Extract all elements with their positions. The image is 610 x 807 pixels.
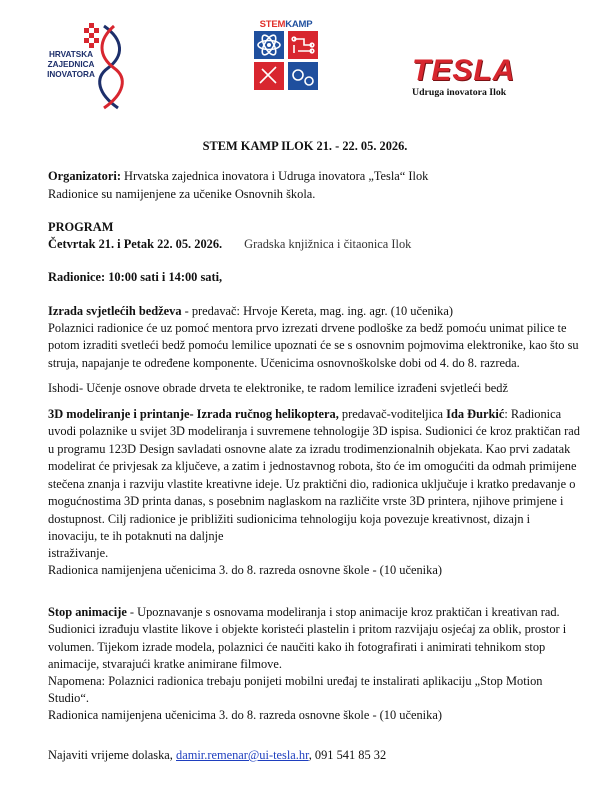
workshop-3-heading	[48, 604, 594, 621]
organizers-text: Hrvatska zajednica inovatora i Udruga inovatora „Tesla“ Ilok	[120, 169, 429, 183]
contact-email-link[interactable]: damir.remenar@ui-tesla.hr	[176, 748, 309, 762]
workshop-3-line: volumen. Tijekom izrade modela, polaznici će naučiti kako ih fotografirati i animirati tehnikom stop	[48, 640, 546, 654]
workshop-1-line: struja, napajanje te određene komponente. Učenicima osnovnoškolske dobi od 4. do 8. razreda.	[48, 356, 520, 370]
workshop-2-name: 3D modeliranje i printanje- Izrada ručnog helikoptera,	[48, 407, 339, 421]
workshop-3-note: Napomena: Polaznici radionica trebaju ponijeti mobilni uređaj te instalirati aplikaciju „Stop Motion	[48, 674, 543, 688]
workshop-3-line: Studio“.	[48, 691, 89, 705]
workshop-2-line: mogućnostima 3D printa danas, s posebnim naglaskom na različite vrste 3D printera, njihove primjene i	[48, 494, 564, 508]
hzi-logo-text	[42, 50, 100, 80]
workshop-2-line: modelirat će privjesak za ključeve, a zatim i jednostavnog robota, što će im omogućiti da odmah primijene	[48, 459, 577, 473]
stem-word: STEM	[259, 19, 286, 30]
hzi-logo	[42, 22, 142, 112]
workshop-1-name: Izrada svjetlećih bedževa	[48, 304, 182, 318]
program-dates-line	[48, 236, 594, 253]
audience-line: Radionice su namijenjene za učenike Osnovnih škola.	[48, 187, 316, 201]
tesla-logo-subtitle: Udruga inovatora Ilok	[412, 87, 507, 98]
hzi-line-2: ZAJEDNICA	[47, 60, 95, 69]
tesla-logo-word: TESLA	[412, 54, 516, 87]
workshop-2-after-leader: : Radionica	[504, 407, 562, 421]
organizers-line	[48, 168, 594, 185]
workshop-2-line: u programu 123D Design savladati osnovne alate za izradu trodimenzionalnih objekata. Kao prvi zadatak	[48, 442, 571, 456]
workshop-2-line: dostupnost. Cilj radionice je približiti sudionicima tehnologiju koja povezuje kreativnost, dizajn i	[48, 512, 531, 526]
organizers-label: Organizatori:	[48, 169, 121, 183]
stem-kamp-logo	[252, 16, 320, 92]
contact-line	[48, 747, 594, 764]
workshop-2-line: stečena znanja i razviju vlastite kreativne ideje. Uz praktični dio, radionica uključuje i kratko predavanje o	[48, 477, 576, 491]
kamp-word: KAMP	[285, 19, 313, 30]
tesla-logo	[410, 56, 530, 96]
workshop-2-lecturer-label: predavač-voditeljica	[338, 407, 447, 421]
document-title: STEM KAMP ILOK 21. - 22. 05. 2026.	[202, 139, 408, 153]
workshop-3-intro: - Upoznavanje s osnovama modeliranja i stop animacije kroz praktičan i kreativan rad.	[126, 605, 560, 619]
stem-kamp-grid-icon	[252, 29, 320, 91]
workshop-1-line: potom izraditi svetleći bedž pomoću lemilice upoznati će se s osnovnim pojmovima elektronike, kao što su	[48, 338, 579, 352]
contact-phone: , 091 541 85 32	[308, 748, 387, 762]
workshop-2-heading	[48, 406, 594, 423]
program-location: Gradska knjižnica i čitaonica Ilok	[244, 237, 412, 251]
workshop-3-audience: Radionica namijenjena učenicima 3. do 8. razreda osnovne škole - (10 učenika)	[48, 708, 442, 722]
program-dates: Četvrtak 21. i Petak 22. 05. 2026.	[48, 237, 223, 251]
contact-prefix: Najaviti vrijeme dolaska,	[48, 748, 176, 762]
workshop-3-name: Stop animacije	[48, 605, 127, 619]
program-label: PROGRAM	[48, 220, 114, 234]
workshop-2-audience: Radionica namijenjena učenicima 3. do 8. razreda osnovne škole - (10 učenika)	[48, 563, 442, 577]
workshop-2-leader: Ida Đurkić	[446, 407, 505, 421]
workshop-3-line: Sudionici izrađuju vlastite likove i objekte koristeći plastelin i pritom razvijaju osjećaj za oblik, prostor i	[48, 622, 567, 636]
hzi-line-3: INOVATORA	[47, 70, 95, 79]
workshop-1-lecturer: - predavač: Hrvoje Kereta, mag. ing. agr. (10 učenika)	[181, 304, 453, 318]
workshop-2-line: inovaciju, te ih potaknuti na daljnje	[48, 529, 224, 543]
workshop-1-outcome: Ishodi- Učenje osnove obrade drveta te elektronike, te radom lemilice izrađeni svjetleći bedž	[48, 381, 508, 395]
workshop-1-line: Polaznici radionice će uz pomoć mentora prvo izrezati drvene podloške za bedž pomoću unimat pilice te	[48, 321, 567, 335]
hzi-line-1: HRVATSKA	[48, 50, 94, 59]
workshop-2-line: uvodi polaznike u svijet 3D modeliranja i suvremene tehnologije 3D ispisa. Sudionici će kroz praktičan rad	[48, 424, 580, 438]
workshop-1-heading	[48, 303, 594, 320]
workshop-3-line: animacije, stvarajući kratke animirane filmove.	[48, 657, 282, 671]
workshops-time: Radionice: 10:00 sati i 14:00 sati,	[48, 270, 223, 284]
workshop-2-line: istraživanje.	[48, 546, 109, 560]
